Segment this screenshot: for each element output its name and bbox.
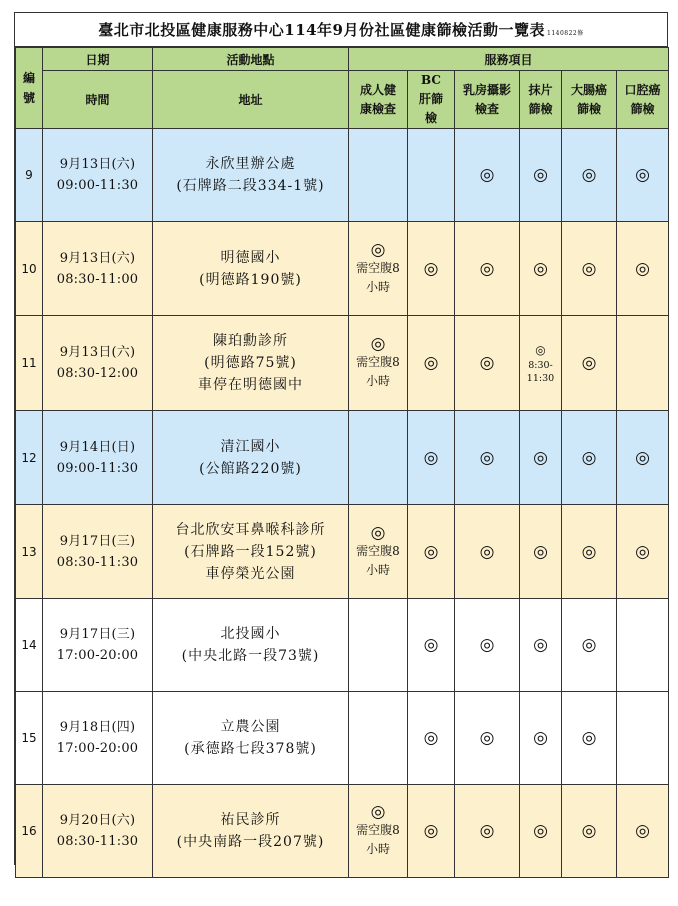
location-cell	[153, 222, 349, 316]
check-mark-icon: ◎	[581, 821, 597, 841]
table-row	[16, 505, 669, 599]
header-code-text: 編號	[22, 71, 35, 105]
location-cell	[153, 599, 349, 692]
check-mark-icon: ◎	[479, 353, 495, 373]
bc-liver-cell	[408, 316, 455, 411]
check-mark-icon: ◎	[535, 343, 546, 357]
check-mark-icon: ◎	[423, 447, 439, 468]
header-place: 活動地點	[153, 48, 349, 71]
date-time-cell	[43, 785, 153, 878]
pap-smear-cell	[520, 316, 562, 411]
check-mark-icon: ◎	[423, 821, 439, 841]
location-cell	[153, 411, 349, 505]
check-mark-icon: ◎	[423, 635, 439, 655]
row-number	[16, 222, 43, 316]
check-mark-icon: ◎	[581, 165, 597, 185]
header-bc-liver-text: BC肝篩檢	[418, 73, 443, 125]
check-mark-icon: ◎	[635, 258, 650, 279]
colon-cell	[562, 505, 617, 599]
header-code	[16, 48, 43, 129]
check-mark-icon: ◎	[533, 258, 548, 279]
date-time-cell	[43, 316, 153, 411]
mammogram-cell	[455, 505, 520, 599]
pap-smear-cell	[520, 505, 562, 599]
check-mark-icon: ◎	[370, 239, 386, 260]
header-address: 地址	[153, 71, 349, 129]
check-mark-icon: ◎	[635, 447, 650, 468]
event-time: 08:30-12:00	[56, 366, 139, 381]
date-time-cell	[43, 222, 153, 316]
check-mark-icon: ◎	[479, 447, 495, 468]
check-mark-icon: ◎	[479, 821, 495, 841]
adult-check-cell	[349, 785, 408, 878]
table-row	[16, 316, 669, 411]
header-adult-check	[349, 71, 408, 129]
colon-cell	[562, 222, 617, 316]
adult-check-cell	[349, 411, 408, 505]
header-date: 日期	[43, 48, 153, 71]
row-number	[16, 129, 43, 222]
bc-liver-cell	[408, 599, 455, 692]
date-time-cell	[43, 505, 153, 599]
venue-address: (承德路七段378號)	[184, 741, 317, 757]
oral-cell	[617, 505, 669, 599]
bc-liver-cell	[408, 505, 455, 599]
row-number	[16, 316, 43, 411]
row-number	[16, 785, 43, 878]
date-time-cell	[43, 692, 153, 785]
colon-cell	[562, 129, 617, 222]
venue-name: 北投國小	[220, 626, 281, 642]
oral-cell	[617, 785, 669, 878]
check-mark-icon: ◎	[479, 541, 495, 562]
row-number-text: 10	[21, 261, 37, 276]
fasting-note: 需空腹8小時	[356, 543, 400, 577]
venue-name: 祐民診所	[220, 812, 281, 828]
header-oral	[617, 71, 669, 129]
table-row	[16, 129, 669, 222]
check-mark-icon: ◎	[423, 728, 439, 748]
bc-liver-cell	[408, 692, 455, 785]
row-number-text: 14	[21, 638, 37, 652]
row-number	[16, 411, 43, 505]
location-cell	[153, 785, 349, 878]
event-time: 08:30-11:30	[56, 834, 139, 849]
bc-liver-cell	[408, 785, 455, 878]
check-mark-icon: ◎	[533, 821, 548, 841]
venue-name: 永欣里辦公處	[205, 156, 296, 172]
bc-liver-cell	[408, 222, 455, 316]
adult-check-cell	[349, 316, 408, 411]
oral-cell	[617, 411, 669, 505]
event-time: 09:00-11:30	[56, 460, 139, 476]
venue-address: (石牌路二段334-1號)	[176, 178, 325, 194]
adult-check-cell	[349, 129, 408, 222]
date-time-cell	[43, 411, 153, 505]
event-date: 9月13日(六)	[59, 250, 136, 266]
event-time: 17:00-20:00	[56, 648, 139, 663]
event-date: 9月13日(六)	[59, 157, 136, 172]
adult-check-cell	[349, 222, 408, 316]
pap-smear-cell	[520, 411, 562, 505]
adult-check-cell	[349, 505, 408, 599]
fasting-note: 需空腹8小時	[356, 823, 400, 856]
colon-cell	[562, 785, 617, 878]
check-mark-icon: ◎	[423, 258, 439, 279]
header-colon-text: 大腸癌篩檢	[570, 82, 607, 116]
event-time: 08:30-11:00	[56, 271, 139, 287]
check-mark-icon: ◎	[533, 165, 548, 185]
header-pap-smear-text: 抹片篩檢	[528, 82, 553, 116]
venue-address: (中央北路一段73號)	[181, 648, 320, 664]
row-number-text: 11	[21, 356, 37, 370]
event-time: 08:30-11:30	[56, 554, 139, 570]
event-time: 09:00-11:30	[56, 178, 139, 193]
check-mark-icon: ◎	[370, 522, 386, 543]
parking-note: 車停榮光公園	[205, 565, 296, 582]
table-row	[16, 411, 669, 505]
venue-name: 立農公園	[220, 719, 281, 735]
check-mark-icon: ◎	[581, 541, 597, 562]
check-mark-icon: ◎	[533, 447, 548, 468]
check-mark-icon: ◎	[423, 541, 439, 562]
date-time-cell	[43, 129, 153, 222]
pap-smear-cell	[520, 129, 562, 222]
header-colon	[562, 71, 617, 129]
check-mark-icon: ◎	[581, 447, 597, 468]
check-mark-icon: ◎	[370, 802, 386, 822]
header-services: 服務項目	[349, 48, 669, 71]
header-adult-check-text: 成人健康檢查	[359, 82, 396, 116]
event-date: 9月17日(三)	[59, 627, 136, 642]
colon-cell	[562, 599, 617, 692]
date-time-cell	[43, 599, 153, 692]
check-mark-icon: ◎	[533, 728, 548, 748]
oral-cell	[617, 222, 669, 316]
header-time: 時間	[43, 71, 153, 129]
title-text: 臺北市北投區健康服務中心114年9月份社區健康篩檢活動一覽表	[98, 21, 546, 39]
event-time: 17:00-20:00	[56, 741, 139, 756]
check-mark-icon: ◎	[533, 541, 548, 562]
pap-smear-cell	[520, 785, 562, 878]
mammogram-cell	[455, 129, 520, 222]
venue-name: 陳珀勳診所	[213, 333, 288, 349]
bc-liver-cell	[408, 411, 455, 505]
venue-address: (公館路220號)	[199, 460, 302, 477]
oral-cell	[617, 599, 669, 692]
row-number	[16, 505, 43, 599]
event-date: 9月18日(四)	[59, 720, 136, 735]
event-date: 9月13日(六)	[59, 345, 136, 360]
schedule-sheet	[14, 12, 668, 865]
row-number-text: 15	[21, 731, 37, 745]
check-mark-icon: ◎	[479, 728, 495, 748]
table-row	[16, 785, 669, 878]
row-number-text: 13	[21, 544, 37, 559]
colon-cell	[562, 692, 617, 785]
bc-liver-cell	[408, 129, 455, 222]
pap-smear-cell	[520, 222, 562, 316]
check-mark-icon: ◎	[581, 635, 597, 655]
check-mark-icon: ◎	[479, 165, 495, 185]
venue-name: 清江國小	[220, 438, 281, 455]
header-pap-smear	[520, 71, 562, 129]
check-mark-icon: ◎	[635, 541, 650, 562]
check-mark-icon: ◎	[479, 635, 495, 655]
pap-time-note: 8:30-11:30	[526, 360, 555, 384]
row-number-text: 9	[25, 168, 33, 182]
pap-smear-cell	[520, 692, 562, 785]
location-cell	[153, 505, 349, 599]
event-date: 9月20日(六)	[59, 813, 136, 828]
event-date: 9月17日(三)	[59, 533, 136, 549]
fasting-note: 需空腹8小時	[356, 260, 400, 294]
header-mammogram-text: 乳房攝影檢查	[462, 82, 511, 116]
check-mark-icon: ◎	[533, 635, 548, 655]
fasting-note: 需空腹8小時	[356, 355, 400, 388]
row-number-text: 16	[21, 824, 37, 838]
mammogram-cell	[455, 411, 520, 505]
mammogram-cell	[455, 692, 520, 785]
check-mark-icon: ◎	[581, 353, 597, 373]
header-bc-liver	[408, 71, 455, 129]
table-row	[16, 599, 669, 692]
venue-name: 明德國小	[220, 249, 281, 266]
adult-check-cell	[349, 599, 408, 692]
adult-check-cell	[349, 692, 408, 785]
mammogram-cell	[455, 222, 520, 316]
check-mark-icon: ◎	[479, 258, 495, 279]
check-mark-icon: ◎	[370, 334, 386, 354]
table-row	[16, 692, 669, 785]
row-number	[16, 692, 43, 785]
oral-cell	[617, 316, 669, 411]
mammogram-cell	[455, 785, 520, 878]
check-mark-icon: ◎	[635, 165, 650, 185]
header-oral-text: 口腔癌篩檢	[624, 82, 661, 116]
revision-note: 1140822修	[547, 30, 584, 37]
location-cell	[153, 692, 349, 785]
check-mark-icon: ◎	[581, 728, 597, 748]
page-title	[15, 13, 667, 47]
location-cell	[153, 316, 349, 411]
oral-cell	[617, 692, 669, 785]
row-number	[16, 599, 43, 692]
check-mark-icon: ◎	[635, 821, 650, 841]
location-cell	[153, 129, 349, 222]
pap-smear-cell	[520, 599, 562, 692]
check-mark-icon: ◎	[423, 353, 439, 373]
table-row	[16, 222, 669, 316]
check-mark-icon: ◎	[581, 258, 597, 279]
venue-address: (明德路75號)	[204, 355, 297, 371]
header-mammogram	[455, 71, 520, 129]
schedule-table	[15, 47, 669, 878]
event-date: 9月14日(日)	[59, 439, 136, 455]
colon-cell	[562, 316, 617, 411]
mammogram-cell	[455, 599, 520, 692]
parking-note: 車停在明德國中	[198, 377, 303, 393]
venue-name: 台北欣安耳鼻喉科診所	[175, 521, 326, 538]
oral-cell	[617, 129, 669, 222]
colon-cell	[562, 411, 617, 505]
venue-address: (明德路190號)	[199, 271, 302, 288]
row-number-text: 12	[21, 450, 37, 465]
venue-address: (石牌路一段152號)	[184, 543, 317, 560]
mammogram-cell	[455, 316, 520, 411]
venue-address: (中央南路一段207號)	[176, 834, 325, 850]
